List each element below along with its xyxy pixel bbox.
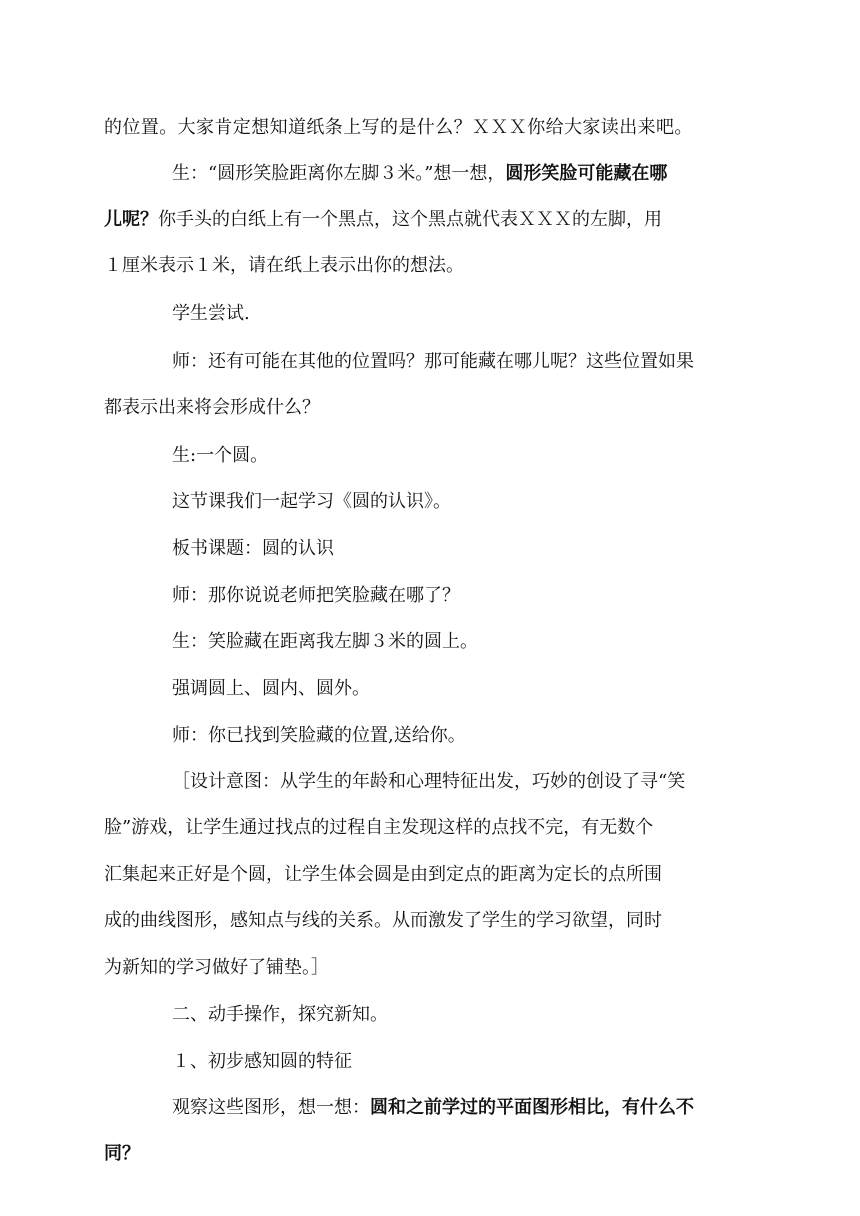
- bold-text-span: 同？: [104, 1143, 140, 1164]
- text-span: 板书课题：圆的认识: [172, 538, 334, 559]
- paragraph-line: [104, 946, 860, 990]
- paragraph-line: [172, 340, 860, 384]
- text-span: ［设计意图：从学生的年龄和心理特征出发，巧妙的创设了寻“笑: [172, 771, 686, 792]
- paragraph-line: [104, 806, 860, 850]
- text-span: 师：那你说说老师把笑脸藏在哪了？: [172, 585, 460, 606]
- text-span: 学生尝试.: [172, 303, 250, 324]
- paragraph-line: [104, 1132, 860, 1176]
- paragraph-line: [104, 899, 860, 943]
- subsection-heading: [172, 1040, 860, 1084]
- text-span: １厘米表示１米，请在纸上表示出你的想法。: [104, 255, 464, 276]
- text-span: 生：“圆形笑脸距离你左脚３米。”想一想，: [172, 163, 506, 184]
- paragraph-line: [172, 292, 860, 336]
- text-span: 生：笑脸藏在距离我左脚３米的圆上。: [172, 631, 478, 652]
- text-span: 成的曲线图形，感知点与线的关系。从而激发了学生的学习欲望，同时: [104, 910, 662, 931]
- bold-text-span: 圆形笑脸可能藏在哪: [505, 163, 668, 184]
- text-span: 二、动手操作，探究新知。: [172, 1004, 388, 1025]
- paragraph-line: [172, 760, 860, 804]
- text-span: 的位置。大家肯定想知道纸条上写的是什么？ＸＸＸ你给大家读出来吧。: [104, 117, 693, 138]
- text-span: 都表示出来将会形成什么？: [104, 397, 320, 418]
- text-span: 生:一个圆。: [172, 445, 269, 466]
- bold-text-span: 圆和之前学过的平面图形相比，有什么不: [370, 1097, 694, 1118]
- paragraph-line: [172, 434, 860, 478]
- paragraph-line: [172, 1086, 860, 1130]
- text-span: 为新知的学习做好了铺垫。］: [104, 957, 329, 978]
- text-span: 你手头的白纸上有一个黑点，这个黑点就代表ＸＸＸ的左脚，用: [158, 209, 662, 230]
- paragraph-line: [104, 244, 860, 288]
- paragraph-line: [172, 480, 860, 524]
- text-span: 脸”游戏，让学生通过找点的过程自主发现这样的点找不完，有无数个: [104, 817, 654, 838]
- section-heading: [172, 993, 860, 1037]
- text-span: 汇集起来正好是个圆，让学生体会圆是由到定点的距离为定长的点所围: [104, 864, 662, 885]
- paragraph-line: [172, 527, 860, 571]
- paragraph-line: [104, 106, 860, 150]
- text-span: 这节课我们一起学习《圆的认识》。: [172, 491, 451, 512]
- paragraph-line: [172, 152, 860, 196]
- text-span: 师：还有可能在其他的位置吗？那可能藏在哪儿呢？这些位置如果: [172, 351, 694, 372]
- text-span: 强调圆上、圆内、圆外。: [172, 678, 370, 699]
- bold-text-span: 儿呢？: [104, 209, 158, 230]
- paragraph-line: [104, 853, 860, 897]
- text-span: 观察这些图形，想一想：: [172, 1097, 370, 1118]
- text-span: １、初步感知圆的特征: [172, 1051, 352, 1072]
- paragraph-line: [172, 714, 860, 758]
- paragraph-line: [172, 667, 860, 711]
- paragraph-line: [104, 386, 860, 430]
- text-span: 师：你已找到笑脸藏的位置,送给你。: [172, 725, 466, 746]
- paragraph-line: [172, 620, 860, 664]
- paragraph-line: [172, 574, 860, 618]
- paragraph-line: [104, 198, 860, 242]
